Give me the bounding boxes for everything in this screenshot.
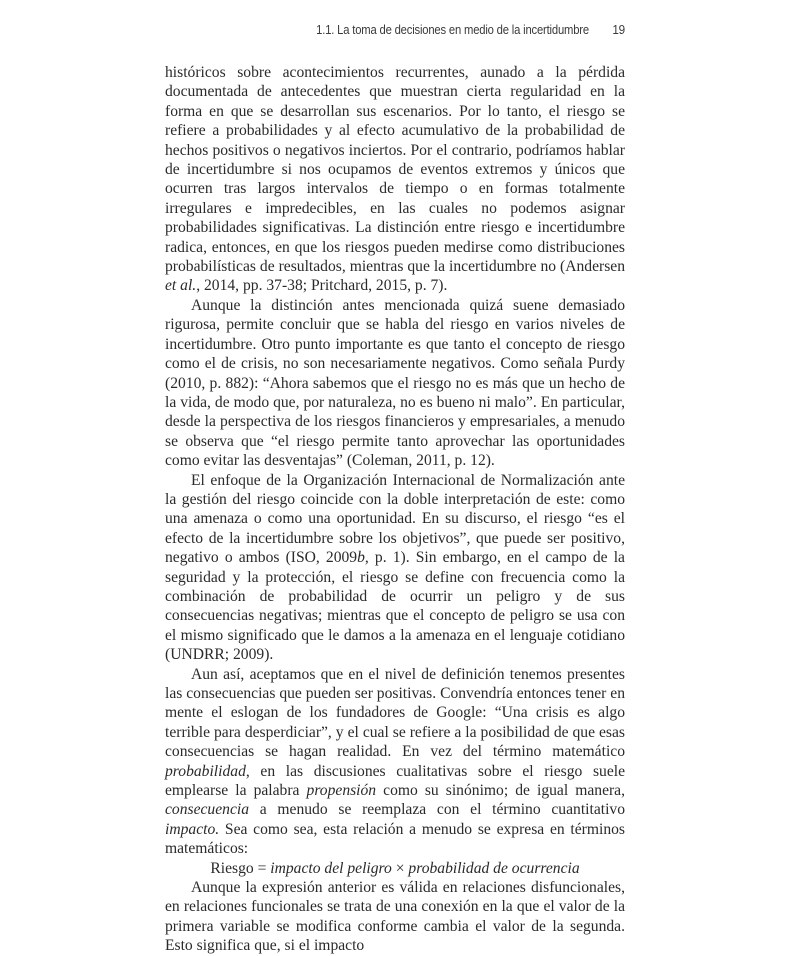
formula-times: × [391, 859, 409, 877]
paragraph [165, 63, 625, 296]
text-run: Aun así, aceptamos que en el nivel de definición tenemos presentes las consecuencias que pueden ser positivas. Convendría entonces tener en mente el eslogan de los fundadores de Google: “Una crisis es algo terrible para desperdiciar”, y el cual se refiere a la posibilidad de que esas consecuencias se hagan realidad. En vez del término matemático [165, 665, 625, 761]
italic-text: impacto. [165, 820, 220, 838]
text-run: Aunque la distinción antes mencionada quizá suene demasiado rigurosa, permite concluir que se habla del riesgo en varios niveles de incertidumbre. Otro punto importante es que tanto el concepto de riesgo como el de crisis, no son necesariamente negativos. Como señala Purdy (2010, p. 882): “Ahora sabemos que el riesgo no es más que un hecho de la vida, de modo que, por naturaleza, no es bueno ni malo”. En particular, desde la perspectiva de los riesgos financieros y empresariales, a menudo se observa que “el riesgo permite tanto aprovechar las oportunidades como evitar las desventajas” (Coleman, 2011, p. 12). [165, 296, 625, 470]
formula-term-probability: probabilidad de ocurrencia [408, 859, 580, 877]
page-number: 19 [612, 22, 625, 37]
text-run: como su sinónimo; de igual manera, [376, 782, 625, 800]
text-run: , en las discusiones cualitativas sobre el riesgo suele emplearse la palabra [165, 762, 625, 800]
formula-equals: = [253, 859, 271, 877]
italic-text: et al. [165, 277, 197, 295]
formula-lhs: Riesgo [210, 859, 254, 877]
text-run: Sea como sea, esta relación a menudo se expresa en términos matemáticos: [165, 820, 625, 858]
text-run: históricos sobre acontecimientos recurrentes, aunado a la pérdida documentada de antecedentes que muestran cierta regularidad en la forma en que se desarrollan sus escenarios. Por lo tanto, el riesgo se refiere a probabilidades y al efecto acumulativo de la probabilidad de hechos positivos o negativos inciertos. Por el contrario, podríamos hablar de incertidumbre si nos ocupamos de eventos extremos y únicos que ocurren tras largos intervalos de tiempo o en formas totalmente irregulares e impredecibles, en las cuales no podemos asignar probabilidades significativas. La distinción entre riesgo e incertidumbre radica, entonces, en que los riesgos pueden medirse como distribuciones probabilísticas de resultados, mientras que la incertidumbre no (Andersen [165, 64, 625, 276]
text-run: a menudo se reemplaza con el término cuantitativo [249, 801, 625, 819]
paragraph [165, 471, 625, 665]
text-run: , 2014, pp. 37-38; Pritchard, 2015, p. 7). [196, 277, 448, 295]
paragraph [165, 296, 625, 471]
paragraphs [165, 63, 625, 859]
italic-text: b [357, 549, 365, 567]
running-header [211, 22, 625, 37]
italic-text: probabilidad [165, 762, 246, 780]
text-run: , p. 1). Sin embargo, en el campo de la seguridad y la protección, el riesgo se define con frecuencia como la combinación de probabilidad de ocurrir un peligro y de sus consecuencias negativas; mientras que el concepto de peligro se usa con el mismo significado que le damos a la amenaza en el lenguaje cotidiano (UNDRR; 2009). [165, 549, 625, 664]
italic-text: consecuencia [165, 801, 249, 819]
body-text [165, 63, 625, 956]
closing-paragraph: Aunque la expresión anterior es válida en relaciones disfuncionales, en relaciones funcionales se trata de una conexión en la que el valor de la primera variable se modifica conforme cambia el valor de la segunda. Esto significa que, si el impacto [165, 879, 625, 955]
text-run: El enfoque de la Organización Internacional de Normalización ante la gestión del riesgo coincide con la doble interpretación de este: como una amenaza o como una oportunidad. En su discurso, el riesgo “es el efecto de la incertidumbre sobre los objetivos”, que puede ser positivo, negativo o ambos (ISO, 2009 [165, 471, 625, 567]
section-title: 1.1. La toma de decisiones en medio de la incertidumbre [316, 23, 589, 37]
paragraph [165, 665, 625, 859]
formula-term-impact: impacto del peligro [270, 859, 392, 877]
italic-text: propensión [306, 782, 377, 800]
risk-formula [165, 859, 625, 878]
